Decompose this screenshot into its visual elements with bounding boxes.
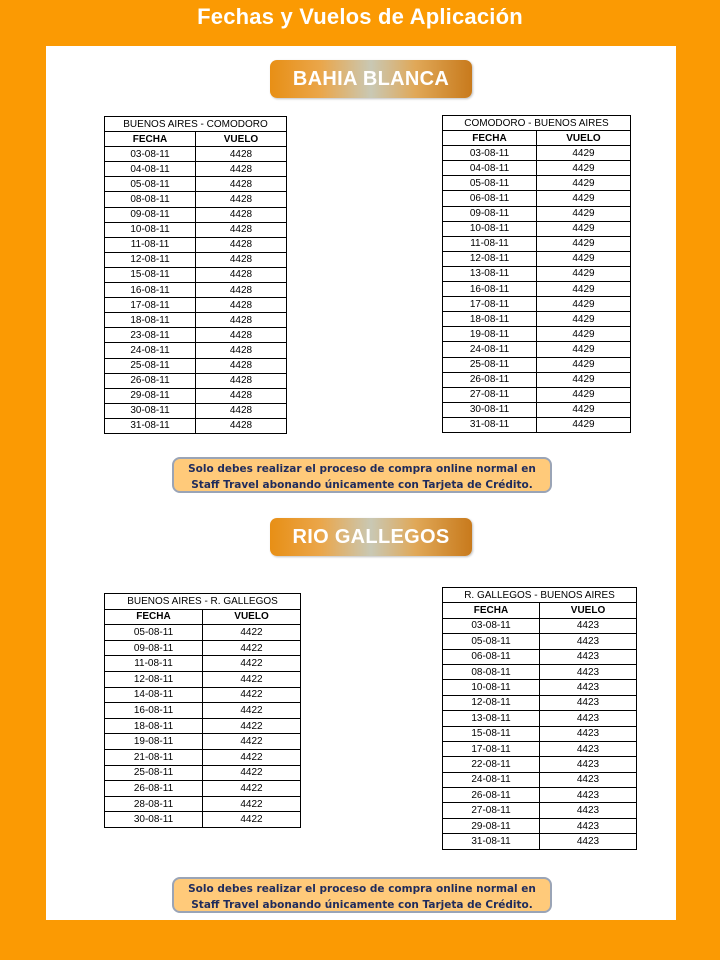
column-header-fecha: FECHA [105, 132, 196, 147]
flight-number-cell: 4428 [196, 237, 287, 252]
date-cell: 11-08-11 [105, 237, 196, 252]
date-cell: 29-08-11 [105, 388, 196, 403]
date-cell: 03-08-11 [443, 618, 540, 633]
flight-number-cell: 4423 [540, 695, 637, 710]
date-cell: 08-08-11 [105, 192, 196, 207]
flight-number-cell: 4423 [540, 726, 637, 741]
table-row [105, 687, 301, 703]
table-row [105, 313, 287, 328]
date-cell: 12-08-11 [105, 252, 196, 267]
date-cell: 30-08-11 [105, 812, 203, 828]
date-cell: 27-08-11 [443, 803, 540, 818]
table-row [443, 327, 631, 342]
flight-number-cell: 4429 [537, 221, 631, 236]
date-cell: 17-08-11 [105, 298, 196, 313]
flight-number-cell: 4422 [203, 718, 301, 734]
flight-number-cell: 4423 [540, 818, 637, 833]
table-row [443, 788, 637, 803]
flight-number-cell: 4428 [196, 177, 287, 192]
date-cell: 10-08-11 [105, 222, 196, 237]
table-route-row [105, 117, 287, 132]
table-row [105, 192, 287, 207]
flight-number-cell: 4422 [203, 625, 301, 641]
flight-table-comodoro-bue [442, 115, 631, 433]
table-row [443, 634, 637, 649]
flight-number-cell: 4428 [196, 388, 287, 403]
flight-number-cell: 4422 [203, 765, 301, 781]
table-row [443, 282, 631, 297]
table-row [443, 417, 631, 432]
date-cell: 25-08-11 [443, 357, 537, 372]
flight-number-cell: 4422 [203, 703, 301, 719]
date-cell: 05-08-11 [443, 176, 537, 191]
flight-number-cell: 4423 [540, 664, 637, 679]
flight-number-cell: 4428 [196, 403, 287, 418]
flight-number-cell: 4423 [540, 634, 637, 649]
column-header-vuelo: VUELO [540, 603, 637, 618]
flight-number-cell: 4423 [540, 649, 637, 664]
note-line: Solo debes realizar el proceso de compra online normal en [188, 463, 536, 475]
table-row [105, 222, 287, 237]
table-row [105, 812, 301, 828]
date-cell: 14-08-11 [105, 687, 203, 703]
table-row [443, 680, 637, 695]
column-header-vuelo: VUELO [203, 609, 301, 625]
flight-number-cell: 4428 [196, 313, 287, 328]
flight-number-cell: 4429 [537, 161, 631, 176]
flight-number-cell: 4428 [196, 192, 287, 207]
route-header: R. GALLEGOS - BUENOS AIRES [443, 588, 637, 603]
date-cell: 18-08-11 [105, 313, 196, 328]
table-row [443, 711, 637, 726]
date-cell: 25-08-11 [105, 765, 203, 781]
table-row [105, 358, 287, 373]
date-cell: 18-08-11 [443, 312, 537, 327]
date-cell: 04-08-11 [105, 162, 196, 177]
date-cell: 15-08-11 [443, 726, 540, 741]
date-cell: 17-08-11 [443, 741, 540, 756]
date-cell: 08-08-11 [443, 664, 540, 679]
date-cell: 09-08-11 [105, 207, 196, 222]
column-header-vuelo: VUELO [537, 131, 631, 146]
note-line: Solo debes realizar el proceso de compra online normal en [188, 883, 536, 895]
column-header-vuelo: VUELO [196, 132, 287, 147]
flight-number-cell: 4422 [203, 781, 301, 797]
table-row [443, 726, 637, 741]
table-row [105, 388, 287, 403]
date-cell: 10-08-11 [443, 680, 540, 695]
table-row [105, 796, 301, 812]
date-cell: 31-08-11 [443, 834, 540, 849]
table-route-row [443, 116, 631, 131]
table-row [105, 765, 301, 781]
date-cell: 11-08-11 [443, 236, 537, 251]
flight-table-rgallegos-bue [442, 587, 637, 850]
table-row [105, 373, 287, 388]
table-row [443, 191, 631, 206]
table-row [105, 625, 301, 641]
date-cell: 12-08-11 [105, 671, 203, 687]
table-route-row [105, 594, 301, 610]
flight-number-cell: 4429 [537, 297, 631, 312]
table-row [105, 267, 287, 282]
date-cell: 16-08-11 [105, 703, 203, 719]
route-header: BUENOS AIRES - R. GALLEGOS [105, 594, 301, 610]
table-row [443, 757, 637, 772]
table-row [443, 266, 631, 281]
flight-number-cell: 4428 [196, 222, 287, 237]
date-cell: 24-08-11 [443, 342, 537, 357]
date-cell: 30-08-11 [105, 403, 196, 418]
date-cell: 26-08-11 [105, 373, 196, 388]
flight-number-cell: 4429 [537, 402, 631, 417]
flight-number-cell: 4429 [537, 387, 631, 402]
flight-number-cell: 4423 [540, 618, 637, 633]
table-row [443, 664, 637, 679]
date-cell: 06-08-11 [443, 649, 540, 664]
flight-number-cell: 4422 [203, 671, 301, 687]
flight-number-cell: 4423 [540, 772, 637, 787]
flight-number-cell: 4423 [540, 741, 637, 756]
date-cell: 19-08-11 [105, 734, 203, 750]
date-cell: 26-08-11 [443, 372, 537, 387]
table-row [443, 818, 637, 833]
city-banner-bahia-blanca: BAHIA BLANCA [270, 60, 472, 98]
flight-number-cell: 4429 [537, 146, 631, 161]
table-row [105, 237, 287, 252]
flight-number-cell: 4428 [196, 267, 287, 282]
flight-table-bue-comodoro [104, 116, 287, 434]
flight-number-cell: 4428 [196, 207, 287, 222]
table-row [443, 206, 631, 221]
date-cell: 03-08-11 [105, 147, 196, 162]
table-row [105, 703, 301, 719]
flight-number-cell: 4428 [196, 298, 287, 313]
table-row [443, 741, 637, 756]
date-cell: 16-08-11 [105, 283, 196, 298]
route-header: COMODORO - BUENOS AIRES [443, 116, 631, 131]
table-route-row [443, 588, 637, 603]
date-cell: 09-08-11 [443, 206, 537, 221]
date-cell: 24-08-11 [105, 343, 196, 358]
flight-number-cell: 4429 [537, 312, 631, 327]
table-row [105, 640, 301, 656]
date-cell: 27-08-11 [443, 387, 537, 402]
table-row [105, 734, 301, 750]
column-header-fecha: FECHA [443, 131, 537, 146]
date-cell: 04-08-11 [443, 161, 537, 176]
date-cell: 06-08-11 [443, 191, 537, 206]
flight-number-cell: 4429 [537, 206, 631, 221]
flight-number-cell: 4423 [540, 803, 637, 818]
flight-number-cell: 4422 [203, 656, 301, 672]
date-cell: 31-08-11 [443, 417, 537, 432]
table-row [443, 297, 631, 312]
flight-number-cell: 4429 [537, 357, 631, 372]
flight-number-cell: 4428 [196, 358, 287, 373]
table-row [105, 656, 301, 672]
date-cell: 10-08-11 [443, 221, 537, 236]
date-cell: 23-08-11 [105, 328, 196, 343]
table-row [105, 328, 287, 343]
note-line: Staff Travel abonando únicamente con Tarjeta de Crédito. [191, 899, 533, 911]
flight-number-cell: 4429 [537, 282, 631, 297]
date-cell: 16-08-11 [443, 282, 537, 297]
table-row [443, 402, 631, 417]
flight-number-cell: 4429 [537, 191, 631, 206]
table-row [443, 772, 637, 787]
date-cell: 05-08-11 [443, 634, 540, 649]
date-cell: 24-08-11 [443, 772, 540, 787]
table-row [105, 671, 301, 687]
table-row [105, 162, 287, 177]
table-row [105, 207, 287, 222]
date-cell: 19-08-11 [443, 327, 537, 342]
flight-number-cell: 4428 [196, 147, 287, 162]
payment-note [172, 877, 552, 913]
flight-number-cell: 4422 [203, 812, 301, 828]
flight-number-cell: 4429 [537, 176, 631, 191]
date-cell: 13-08-11 [443, 711, 540, 726]
date-cell: 13-08-11 [443, 266, 537, 281]
column-header-fecha: FECHA [443, 603, 540, 618]
route-header: BUENOS AIRES - COMODORO [105, 117, 287, 132]
flight-number-cell: 4429 [537, 342, 631, 357]
table-row [443, 342, 631, 357]
table-row [105, 298, 287, 313]
table-row [105, 252, 287, 267]
date-cell: 15-08-11 [105, 267, 196, 282]
note-line: Staff Travel abonando únicamente con Tarjeta de Crédito. [191, 479, 533, 491]
table-column-header-row [105, 609, 301, 625]
date-cell: 25-08-11 [105, 358, 196, 373]
payment-note [172, 457, 552, 493]
table-row [443, 803, 637, 818]
date-cell: 11-08-11 [105, 656, 203, 672]
date-cell: 22-08-11 [443, 757, 540, 772]
flight-number-cell: 4429 [537, 417, 631, 432]
flight-number-cell: 4428 [196, 373, 287, 388]
flight-number-cell: 4428 [196, 162, 287, 177]
date-cell: 26-08-11 [105, 781, 203, 797]
table-column-header-row [443, 603, 637, 618]
table-row [443, 146, 631, 161]
flight-number-cell: 4423 [540, 680, 637, 695]
table-row [443, 251, 631, 266]
flight-table-bue-rgallegos [104, 593, 301, 828]
flight-number-cell: 4428 [196, 283, 287, 298]
date-cell: 26-08-11 [443, 788, 540, 803]
date-cell: 09-08-11 [105, 640, 203, 656]
date-cell: 05-08-11 [105, 177, 196, 192]
flight-number-cell: 4429 [537, 236, 631, 251]
city-banner-rio-gallegos: RIO GALLEGOS [270, 518, 472, 556]
table-row [105, 177, 287, 192]
date-cell: 03-08-11 [443, 146, 537, 161]
table-row [443, 236, 631, 251]
date-cell: 21-08-11 [105, 749, 203, 765]
flight-number-cell: 4429 [537, 372, 631, 387]
table-row [443, 372, 631, 387]
flight-number-cell: 4422 [203, 796, 301, 812]
flight-number-cell: 4428 [196, 418, 287, 433]
flight-number-cell: 4429 [537, 251, 631, 266]
flight-number-cell: 4428 [196, 343, 287, 358]
date-cell: 12-08-11 [443, 695, 540, 710]
page-title: Fechas y Vuelos de Aplicación [197, 4, 523, 29]
flight-number-cell: 4429 [537, 327, 631, 342]
flight-number-cell: 4428 [196, 252, 287, 267]
table-row [443, 221, 631, 236]
table-row [105, 403, 287, 418]
flight-number-cell: 4422 [203, 749, 301, 765]
table-row [443, 312, 631, 327]
table-row [443, 649, 637, 664]
date-cell: 31-08-11 [105, 418, 196, 433]
column-header-fecha: FECHA [105, 609, 203, 625]
flight-number-cell: 4422 [203, 734, 301, 750]
table-row [105, 418, 287, 433]
table-row [105, 718, 301, 734]
flight-number-cell: 4423 [540, 757, 637, 772]
date-cell: 28-08-11 [105, 796, 203, 812]
table-row [105, 283, 287, 298]
table-row [443, 357, 631, 372]
flight-number-cell: 4422 [203, 687, 301, 703]
flight-number-cell: 4429 [537, 266, 631, 281]
flight-number-cell: 4423 [540, 834, 637, 849]
table-row [443, 176, 631, 191]
flight-number-cell: 4428 [196, 328, 287, 343]
date-cell: 12-08-11 [443, 251, 537, 266]
date-cell: 29-08-11 [443, 818, 540, 833]
table-column-header-row [443, 131, 631, 146]
table-row [443, 387, 631, 402]
date-cell: 30-08-11 [443, 402, 537, 417]
table-row [105, 147, 287, 162]
flight-number-cell: 4423 [540, 788, 637, 803]
table-row [105, 781, 301, 797]
table-column-header-row [105, 132, 287, 147]
date-cell: 05-08-11 [105, 625, 203, 641]
table-row [105, 343, 287, 358]
table-row [443, 695, 637, 710]
table-row [105, 749, 301, 765]
table-row [443, 161, 631, 176]
flight-number-cell: 4423 [540, 711, 637, 726]
table-row [443, 834, 637, 849]
table-row [443, 618, 637, 633]
date-cell: 18-08-11 [105, 718, 203, 734]
flight-number-cell: 4422 [203, 640, 301, 656]
date-cell: 17-08-11 [443, 297, 537, 312]
